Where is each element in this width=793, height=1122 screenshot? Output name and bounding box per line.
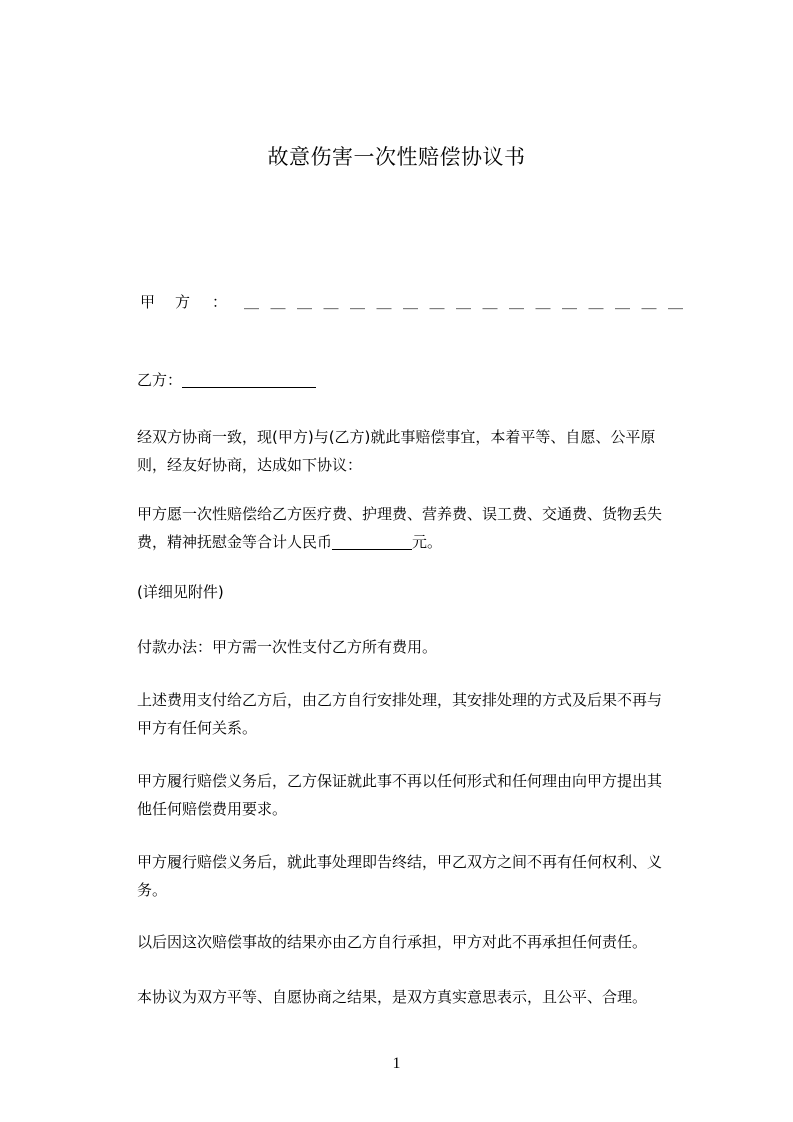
- paragraph-text: 经双方协商一致，现(甲方)与(乙方)就此事赔偿事宜，本着平等、自愿、公平原: [137, 428, 656, 446]
- paragraph-6-line-2: [137, 795, 737, 823]
- paragraph-text: 甲方愿一次性赔偿给乙方医疗费、护理费、营养费、误工费、交通费、货物丢失: [137, 505, 663, 523]
- paragraph-text: 他任何赔偿费用要求。: [137, 800, 288, 818]
- party-a-label-char2: 方: [175, 293, 191, 311]
- paragraph-3: [107, 578, 707, 606]
- paragraph-text: (详细见附件): [137, 583, 224, 601]
- paragraph-text: 以后因这次赔偿事故的结果亦由乙方自行承担，甲方对此不再承担任何责任。: [137, 933, 648, 951]
- paragraph-text: 付款办法：甲方需一次性支付乙方所有费用。: [137, 638, 438, 656]
- document-title: 故意伤害一次性赔偿协议书: [267, 145, 526, 169]
- paragraph-2-line-2: [137, 528, 737, 556]
- amount-blank: [332, 531, 412, 550]
- paragraph-text: 甲方履行赔偿义务后，乙方保证就此事不再以任何形式和任何理由向甲方提出其: [137, 772, 663, 790]
- paragraph-text: 甲方有任何关系。: [137, 719, 258, 737]
- party-b-label: 乙方：: [137, 371, 183, 389]
- paragraph-text: 务。: [137, 881, 168, 899]
- paragraph-1-line-2: [137, 451, 737, 479]
- paragraph-7-line-2: [137, 876, 737, 904]
- party-b-line: [107, 366, 707, 394]
- paragraph-5-line-1: [107, 686, 707, 714]
- party-a-line: [140, 290, 700, 314]
- party-a-colon: ：: [212, 293, 228, 311]
- paragraph-1-line-1: [107, 423, 707, 451]
- paragraph-9: [107, 983, 707, 1011]
- paragraph-7-line-1: [107, 848, 707, 876]
- party-b-blank: [182, 369, 316, 388]
- paragraph-6-line-1: [107, 767, 707, 795]
- paragraph-text: 元。: [412, 533, 443, 551]
- paragraph-text: 上述费用支付给乙方后，由乙方自行安排处理，其安排处理的方式及后果不再与: [137, 691, 663, 709]
- paragraph-8: [107, 928, 707, 956]
- party-a-blank: ＿＿＿＿＿＿＿＿＿＿＿＿＿＿＿＿＿: [244, 293, 695, 311]
- party-a-label-char1: 甲: [140, 293, 156, 311]
- paragraph-5-line-2: [137, 714, 737, 742]
- paragraph-text: 甲方履行赔偿义务后，就此事处理即告终结，甲乙双方之间不再有任何权利、义: [137, 853, 663, 871]
- paragraph-4: [107, 633, 707, 661]
- page-number: 1: [392, 1055, 401, 1072]
- paragraph-2-line-1: [107, 500, 707, 528]
- paragraph-text: 则，经友好协商，达成如下协议：: [137, 456, 363, 474]
- paragraph-text: 费，精神抚慰金等合计人民币: [137, 533, 333, 551]
- paragraph-text: 本协议为双方平等、自愿协商之结果，是双方真实意思表示，且公平、合理。: [137, 988, 648, 1006]
